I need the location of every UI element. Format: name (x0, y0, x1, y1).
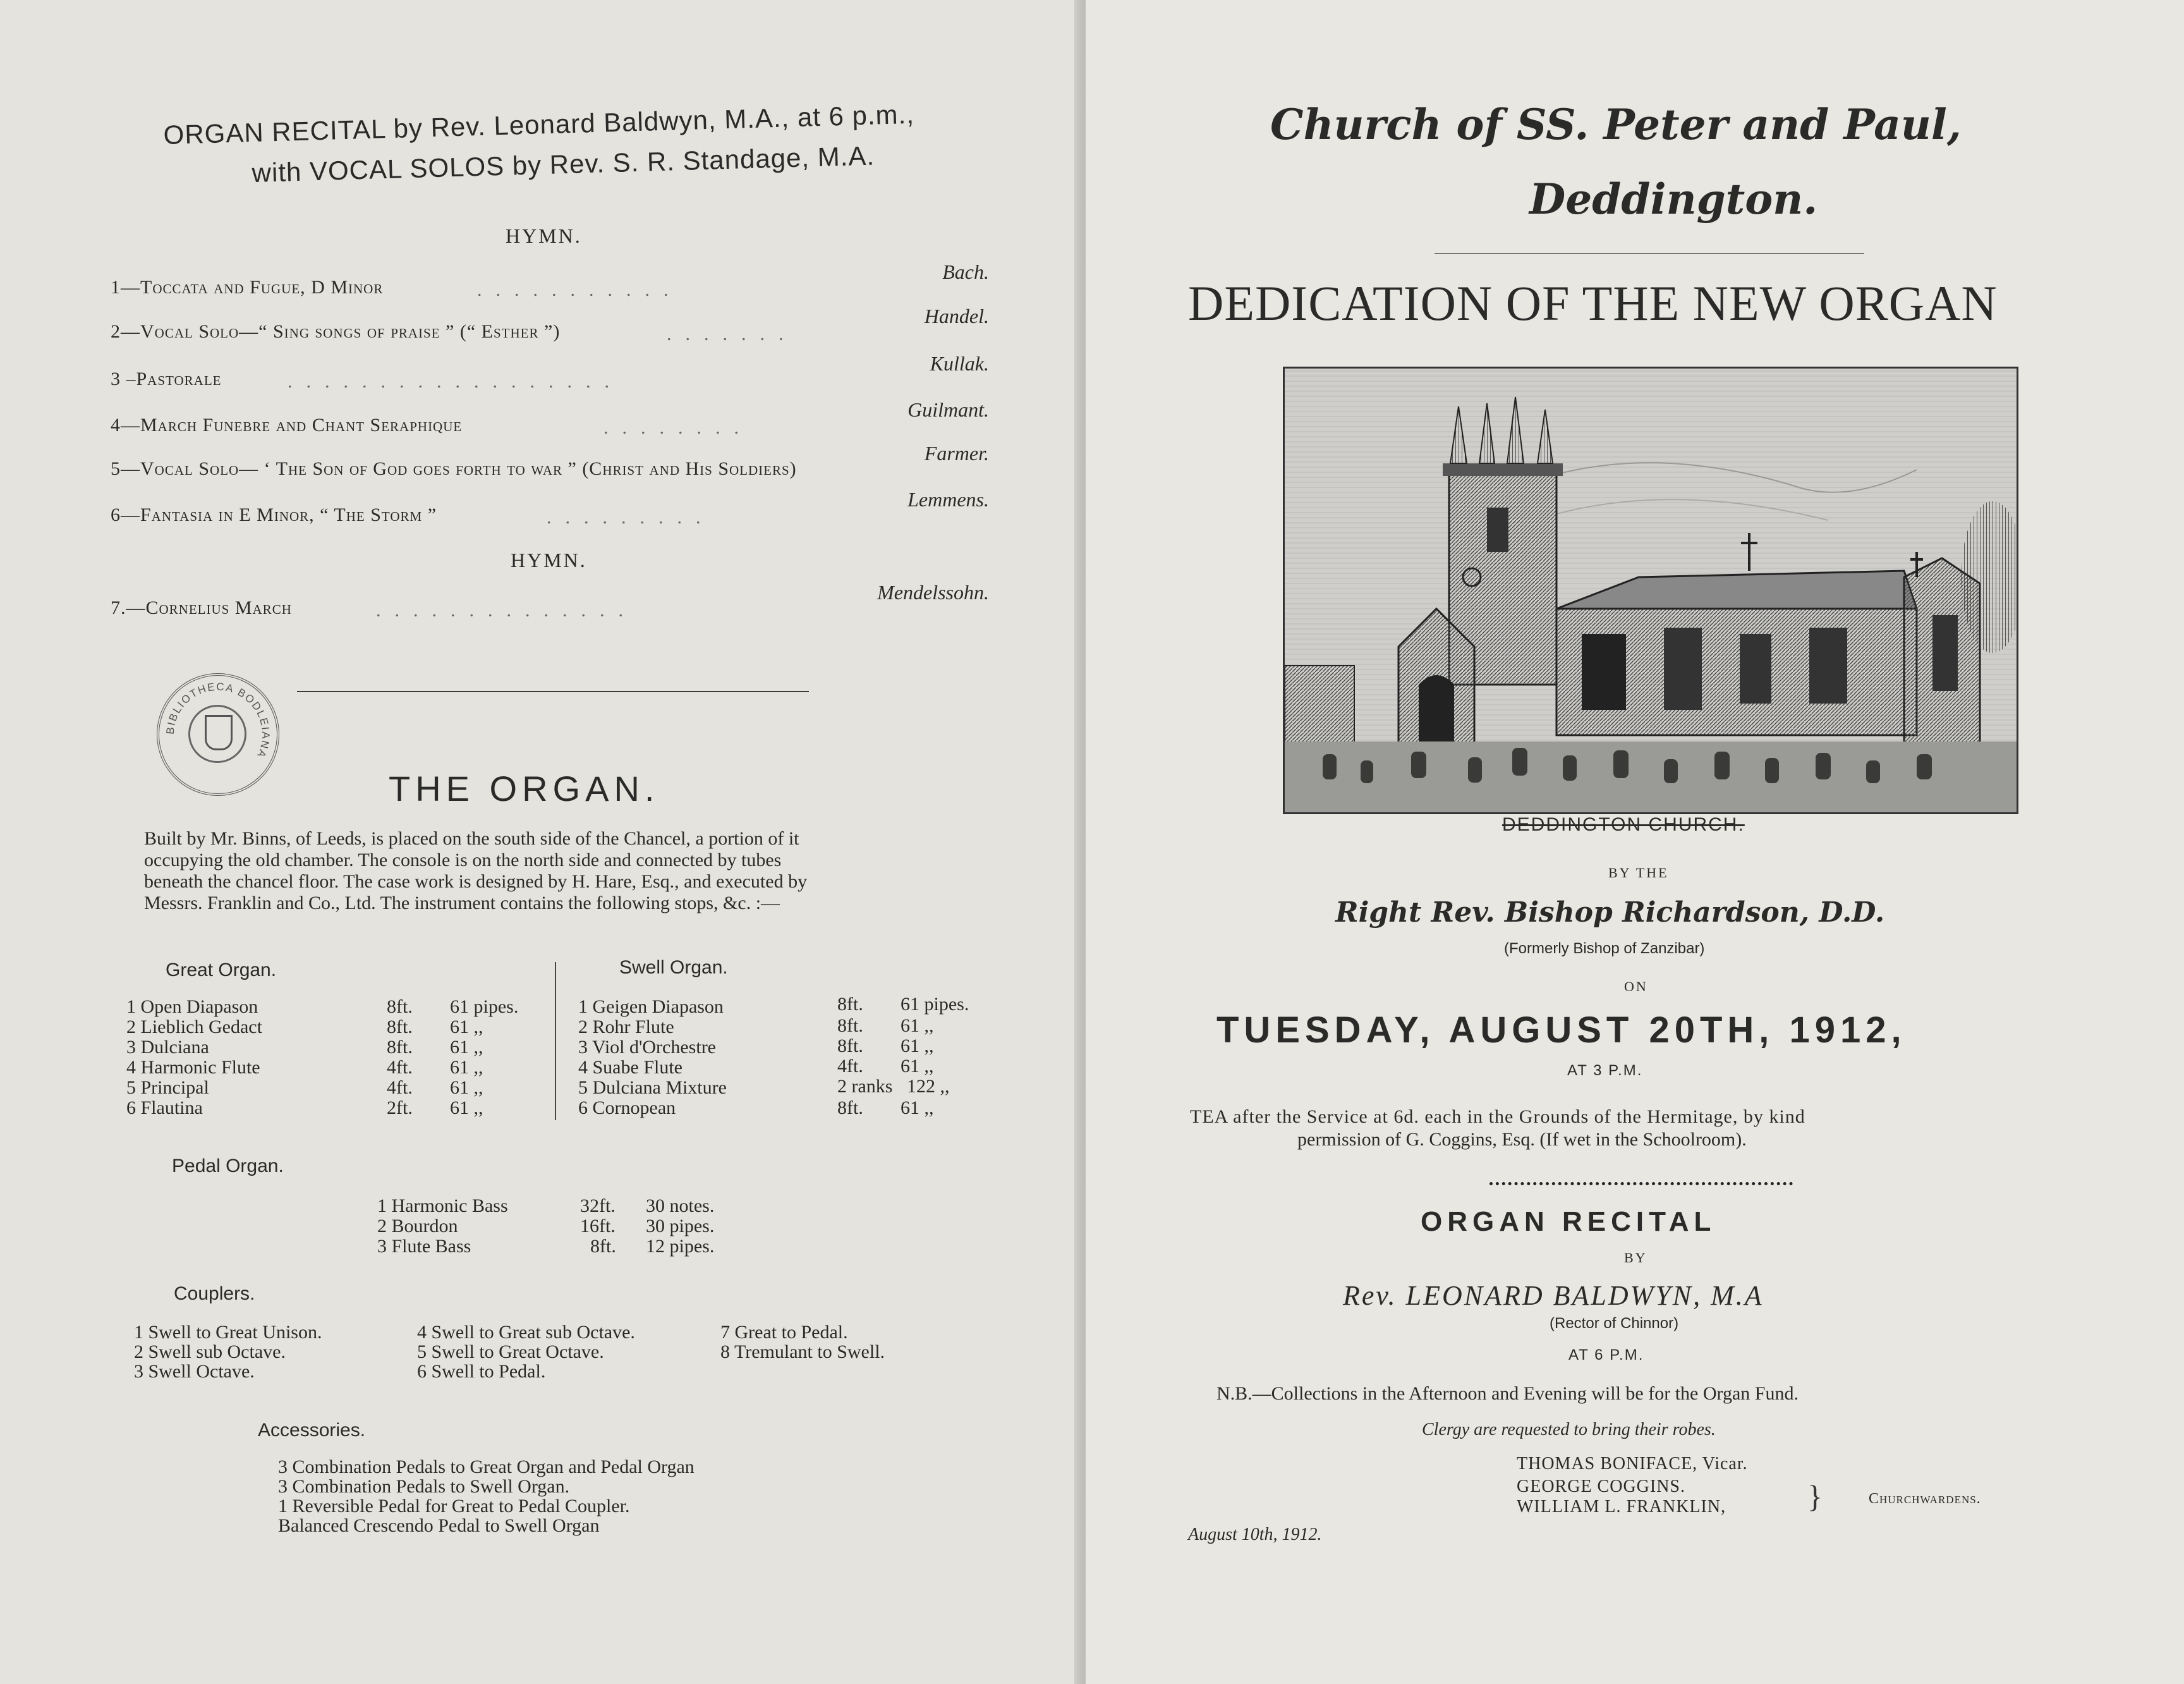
recitalist-note: (Rector of Chinnor) (1550, 1315, 1679, 1332)
program-item (111, 305, 995, 353)
program-composer: Kullak. (930, 352, 989, 375)
event-time: AT 3 P.M. (1567, 1062, 1643, 1079)
program-composer: Handel. (924, 305, 989, 327)
coupler-item: 8 Tremulant to Swell. (720, 1341, 885, 1362)
coupler-item: 7 Great to Pedal. (720, 1322, 848, 1343)
stop-name: 5 Dulciana Mixture (578, 1077, 727, 1098)
church-engraving (1283, 367, 2018, 814)
brace-mark: } (1807, 1479, 1823, 1514)
stop-pipes: 30 notes. (646, 1195, 715, 1216)
coupler-item: 1 Swell to Great Unison. (134, 1322, 322, 1343)
coupler-item: 4 Swell to Great sub Octave. (417, 1322, 635, 1343)
stop-size: 8ft. (837, 1097, 863, 1118)
bishop-name: Right Rev. Bishop Richardson, D.D. (1335, 896, 1885, 929)
churchwarden-1: GEORGE COGGINS. (1517, 1477, 1685, 1496)
stop-pipes: 61 ,, (450, 1097, 483, 1118)
program-item (111, 488, 995, 536)
stop-pipes: 61 ,, (901, 1097, 934, 1118)
stop-name: 3 Flute Bass (377, 1236, 471, 1257)
church-name: Church of SS. Peter and Paul, (1270, 100, 1962, 149)
organ-description-line3: beneath the chancel floor. The case work is designed by H. Hare, Esq., and executed by (144, 871, 808, 892)
stop-name: 4 Harmonic Flute (126, 1057, 260, 1078)
swell-organ-heading: Swell Organ. (619, 957, 728, 978)
stop-size: 8ft. (387, 1037, 413, 1058)
event-date: TUESDAY, AUGUST 20TH, 1912, (1216, 1010, 1907, 1051)
organ-description-line1: Built by Mr. Binns, of Leeds, is placed on the south side of the Chancel, a portion of it (144, 828, 799, 849)
churchwarden-2: WILLIAM L. FRANKLIN, (1517, 1497, 1726, 1516)
program-title: 3 –Pastorale (111, 369, 222, 389)
program-composer: Guilmant. (907, 398, 989, 421)
program-composer: Mendelssohn. (877, 581, 989, 604)
leader-dots: ......... (547, 507, 715, 528)
program-title: 4—March Funebre and Chant Seraphique (111, 415, 463, 436)
stop-pipes: 30 pipes. (646, 1216, 715, 1236)
program-composer: Farmer. (924, 442, 989, 465)
program-title: 7.—Cornelius March (111, 597, 292, 618)
clergy-note: Clergy are requested to bring their robes. (1422, 1420, 1716, 1439)
great-organ-heading: Great Organ. (166, 960, 277, 980)
program-title: 5—Vocal Solo— ‘ The Son of God goes forth to war ” (Christ and His Soldiers) (111, 458, 797, 479)
organ-section-title: THE ORGAN. (389, 769, 660, 808)
ornamental-rule (1435, 253, 1864, 254)
stop-size: 8ft. (590, 1236, 616, 1257)
stop-name: 4 Suabe Flute (578, 1057, 682, 1078)
stop-name: 2 Lieblich Gedact (126, 1016, 262, 1037)
program-item (111, 581, 995, 629)
stop-size: 2 ranks (837, 1076, 893, 1097)
accessory-item: 3 Combination Pedals to Swell Organ. (278, 1476, 570, 1497)
library-stamp (157, 673, 279, 796)
accessory-item: 3 Combination Pedals to Great Organ and Pedal Organ (278, 1456, 695, 1477)
couplers-heading: Couplers. (174, 1283, 255, 1304)
stop-size: 4ft. (387, 1077, 413, 1098)
vicar-signature: THOMAS BONIFACE, Vicar. (1517, 1454, 1748, 1474)
on-label: ON (1624, 979, 1648, 994)
recitalist-name: Rev. LEONARD BALDWYN, M.A (1343, 1280, 1764, 1311)
leader-dots: ........... (477, 279, 682, 300)
bishop-note: (Formerly Bishop of Zanzibar) (1504, 940, 1705, 957)
stop-pipes: 61 ,, (450, 1057, 483, 1078)
coupler-item: 6 Swell to Pedal. (417, 1361, 546, 1382)
pedal-organ-heading: Pedal Organ. (172, 1156, 284, 1176)
stop-name: 2 Bourdon (377, 1216, 458, 1236)
dotted-divider (1489, 1182, 1793, 1189)
program-title: 6—Fantasia in E Minor, “ The Storm ” (111, 504, 437, 525)
leader-dots: .................. (288, 371, 623, 392)
tea-note-line2: permission of G. Coggins, Esq. (If wet in the Schoolroom). (1297, 1129, 1747, 1150)
shield-icon (205, 715, 233, 750)
church-location: Deddington. (1529, 174, 1818, 224)
stamp-text: BIBLIOTHECA BODLEIANA (164, 680, 272, 760)
by-label: BY (1624, 1250, 1647, 1266)
stop-pipes: 61 ,, (901, 1015, 934, 1036)
by-the: BY THE (1608, 865, 1669, 881)
stop-size: 8ft. (837, 1015, 863, 1036)
collection-note: N.B.—Collections in the Afternoon and Evening will be for the Organ Fund. (1216, 1383, 1799, 1404)
stop-size: 2ft. (387, 1097, 413, 1118)
stop-name: 2 Rohr Flute (578, 1016, 674, 1037)
stop-pipes: 61 ,, (450, 1077, 483, 1098)
leader-dots: .............. (376, 600, 637, 621)
image-caption: DEDDINGTON CHURCH. (1502, 814, 1745, 835)
recital-header-line2: with VOCAL SOLOS by Rev. S. R. Standage, M.A. (252, 140, 875, 188)
stop-size: 4ft. (387, 1057, 413, 1078)
program-item (111, 442, 995, 490)
stop-name: 1 Harmonic Bass (377, 1195, 508, 1216)
recital-header-line1: ORGAN RECITAL by Rev. Leonard Baldwyn, M.A., at 6 p.m., (163, 99, 915, 150)
program-item (111, 398, 995, 446)
program-item (111, 260, 995, 308)
stop-size: 8ft. (837, 1035, 863, 1056)
leader-dots: ....... (667, 324, 798, 345)
program-title: 2—Vocal Solo—“ Sing songs of praise ” (“ Esther ”) (111, 321, 561, 342)
program-composer: Lemmens. (907, 488, 989, 511)
dedication-title: DEDICATION OF THE NEW ORGAN (1188, 276, 1998, 331)
stop-name: 3 Viol d'Orchestre (578, 1037, 716, 1058)
stop-size: 8ft. (387, 1016, 413, 1037)
stop-size: 4ft. (837, 1056, 863, 1077)
church-illustration (1285, 369, 2017, 812)
column-divider (555, 962, 556, 1120)
recital-time: AT 6 P.M. (1568, 1346, 1644, 1364)
organ-recital-heading: ORGAN RECITAL (1421, 1206, 1716, 1237)
accessory-item: Balanced Crescendo Pedal to Swell Organ (278, 1515, 600, 1536)
stop-name: 5 Principal (126, 1077, 209, 1098)
stop-size: 16ft. (580, 1216, 616, 1236)
coupler-item: 2 Swell sub Octave. (134, 1341, 286, 1362)
stop-pipes: 61 ,, (901, 1056, 934, 1077)
stop-size: 8ft. (387, 996, 413, 1017)
churchwardens-label: Churchwardens. (1869, 1491, 1981, 1507)
program-composer: Bach. (942, 260, 989, 283)
document-date: August 10th, 1912. (1188, 1525, 1322, 1544)
coupler-item: 3 Swell Octave. (134, 1361, 255, 1382)
organ-description-line2: occupying the old chamber. The console is on the north side and connected by tubes (144, 850, 782, 870)
stop-pipes: 61 ,, (901, 1035, 934, 1056)
stop-pipes: 61 ,, (450, 1037, 483, 1058)
stop-name: 1 Geigen Diapason (578, 996, 724, 1017)
stop-name: 1 Open Diapason (126, 996, 258, 1017)
stop-name: 3 Dulciana (126, 1037, 209, 1058)
stop-size: 32ft. (580, 1195, 616, 1216)
coupler-item: 5 Swell to Great Octave. (417, 1341, 604, 1362)
stop-pipes: 122 ,, (907, 1076, 950, 1097)
accessories-heading: Accessories. (258, 1420, 366, 1441)
stop-pipes: 61 pipes. (901, 994, 969, 1015)
hymn-label: HYMN. (506, 224, 582, 247)
accessory-item: 1 Reversible Pedal for Great to Pedal Coupler. (278, 1496, 630, 1516)
program-title: 1—Toccata and Fugue, D Minor (111, 277, 384, 298)
stop-size: 8ft. (837, 994, 863, 1015)
leader-dots: ........ (604, 417, 753, 438)
stop-name: 6 Cornopean (578, 1097, 676, 1118)
stop-pipes: 61 ,, (450, 1016, 483, 1037)
stop-pipes: 12 pipes. (646, 1236, 715, 1257)
stop-name: 6 Flautina (126, 1097, 203, 1118)
section-divider (297, 691, 809, 692)
tea-note-line1: TEA after the Service at 6d. each in the Grounds of the Hermitage, by kind (1190, 1106, 1805, 1127)
stop-pipes: 61 pipes. (450, 996, 519, 1017)
program-item (111, 352, 995, 400)
organ-description-line4: Messrs. Franklin and Co., Ltd. The instrument contains the following stops, &c. :— (144, 893, 780, 913)
hymn-label-2: HYMN. (511, 549, 587, 571)
